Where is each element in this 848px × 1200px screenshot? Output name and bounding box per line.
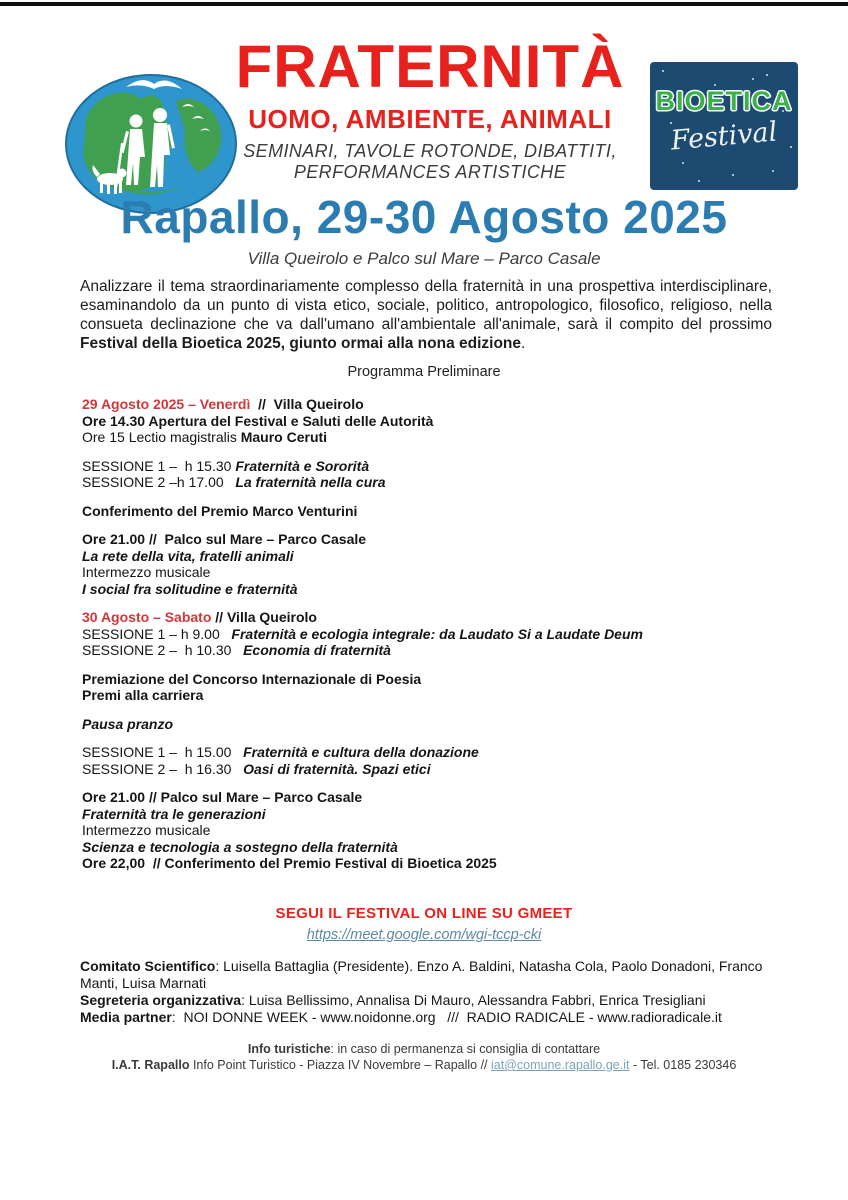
text-segment: Media partner <box>80 1009 172 1025</box>
text-line <box>80 958 774 992</box>
blank-line <box>82 519 777 531</box>
text-segment: : NOI DONNE WEEK - www.noidonne.org /// RADIO RADICALE - www.radioradicale.it <box>171 1009 722 1025</box>
text-segment: Premi alla carriera <box>82 687 204 703</box>
text-line <box>0 1041 848 1057</box>
stars-icon <box>662 70 664 72</box>
text-segment: Ore 14.30 Apertura del Festival e Saluti delle Autorità <box>82 412 434 429</box>
text-line <box>82 822 777 839</box>
text-segment: Fraternità e Sororità <box>235 457 370 474</box>
text-segment: Segreteria organizzativa <box>80 992 242 1008</box>
text-segment: I.A.T. Rapallo <box>111 1058 190 1072</box>
text-segment: Info Point Turistico - Piazza IV Novembre – Rapallo // <box>189 1058 492 1072</box>
text-segment: Intermezzo musicale <box>82 822 211 838</box>
text-segment: Scienza e tecnologia a sostegno della fraternità <box>82 838 398 855</box>
gmeet-heading: SEGUI IL FESTIVAL ON LINE SU GMEET <box>275 905 573 922</box>
text-line <box>82 855 777 872</box>
email-link[interactable]: iat@comune.rapallo.ge.it <box>491 1058 630 1072</box>
text-line <box>80 1009 774 1026</box>
text-line <box>82 687 777 704</box>
text-line <box>82 806 777 823</box>
text-line <box>82 626 777 643</box>
event-venues: Villa Queirolo e Palco sul Mare – Parco Casale <box>247 249 601 268</box>
text-line <box>82 609 777 626</box>
text-line <box>82 744 777 761</box>
program-list <box>82 396 777 872</box>
text-segment: 29 Agosto 2025 – Venerdì <box>82 396 251 412</box>
text-segment: 30 Agosto – Sabato <box>82 609 212 625</box>
intro-text-after: . <box>521 335 526 352</box>
text-line <box>82 839 777 856</box>
tagline-line-1: SEMINARI, TAVOLE ROTONDE, DIBATTITI, <box>243 141 617 162</box>
page-subtitle: UOMO, AMBIENTE, ANIMALI <box>248 104 612 135</box>
blank-line <box>82 491 777 503</box>
text-segment: I social fra solitudine e fraternità <box>82 580 298 597</box>
text-segment: - Tel. 0185 230346 <box>629 1058 737 1072</box>
text-line <box>82 789 777 806</box>
text-segment: SESSIONE 1 – h 15.30 <box>82 457 236 474</box>
bioetica-festival-logo <box>650 62 798 190</box>
text-segment: SESSIONE 1 – h 9.00 <box>82 625 232 642</box>
text-segment: Pausa pranzo <box>82 715 174 732</box>
header-text-block <box>212 33 648 183</box>
text-segment: La fraternità nella cura <box>235 474 386 490</box>
tagline <box>212 141 648 183</box>
text-line <box>80 992 774 1009</box>
text-segment: Ore 15 Lectio magistralis <box>82 429 241 445</box>
text-segment: Fraternità e ecologia integrale: da Laudato Si a Laudate Deum <box>231 625 643 642</box>
text-segment: Comitato Scientifico <box>80 958 216 974</box>
text-segment: Ore 21.00 // Palco sul Mare – Parco Casale <box>82 531 367 547</box>
text-segment: Info turistiche <box>247 1042 331 1056</box>
blank-line <box>82 704 777 716</box>
text-line <box>82 716 777 733</box>
text-segment: La rete della vita, fratelli animali <box>82 547 294 564</box>
text-segment: SESSIONE 2 – h 10.30 <box>82 642 244 658</box>
text-line <box>82 671 777 688</box>
text-line <box>82 581 777 598</box>
online-section <box>0 905 848 944</box>
festival-wordmark: Festival <box>669 116 779 157</box>
text-segment: Ore 22,00 // Conferimento del Premio Festival di Bioetica 2025 <box>82 855 497 871</box>
blank-line <box>82 659 777 671</box>
tagline-line-2: PERFORMANCES ARTISTICHE <box>293 162 567 183</box>
credits-list <box>80 958 774 1026</box>
text-segment: Fraternità e cultura della donazione <box>243 744 479 760</box>
blank-line <box>82 777 777 789</box>
text-segment: Fraternità tra le generazioni <box>82 805 266 822</box>
text-segment: : in caso di permanenza si consiglia di contattare <box>330 1042 601 1056</box>
blank-line <box>82 597 777 609</box>
program-heading: Programma Preliminare <box>347 364 501 380</box>
text-segment: Premiazione del Concorso Internazionale di Poesia <box>82 670 422 687</box>
text-segment: Ore 21.00 // Palco sul Mare – Parco Casale <box>82 789 363 805</box>
text-line <box>82 548 777 565</box>
top-border-rule <box>0 2 848 6</box>
text-line <box>82 429 777 446</box>
text-line <box>82 474 777 491</box>
text-line <box>82 396 777 413</box>
text-line <box>82 564 777 581</box>
text-segment: SESSIONE 1 – h 15.00 <box>82 744 244 760</box>
text-segment: Economia di fraternità <box>243 642 391 658</box>
text-line <box>0 1057 848 1073</box>
text-segment: Oasi di fraternità. Spazi etici <box>243 760 431 777</box>
blank-line <box>82 446 777 458</box>
text-line <box>82 503 777 520</box>
text-segment: : Luisella Battaglia (Presidente). Enzo A. Baldini, Natasha Cola, Paolo Donadoni, Franco Manti, Luisa Marnati <box>80 958 767 991</box>
text-segment: Mauro Ceruti <box>240 429 328 445</box>
intro-bold-text: Festival della Bioetica 2025, giunto ormai alla nona edizione <box>80 335 522 352</box>
text-line <box>82 413 777 430</box>
tourist-info-list <box>0 1041 848 1073</box>
text-segment: SESSIONE 2 –h 17.00 <box>82 474 236 490</box>
page-title: FRATERNITÀ <box>235 33 625 100</box>
intro-paragraph <box>80 277 772 353</box>
text-line <box>82 642 777 659</box>
text-segment: // Villa Queirolo <box>211 609 317 625</box>
bioetica-wordmark: BIOETICA <box>655 86 793 116</box>
event-title: Rapallo, 29-30 Agosto 2025 <box>120 191 728 243</box>
text-segment: Intermezzo musicale <box>82 564 211 580</box>
intro-text: Analizzare il tema straordinariamente complesso della fraternità in una prospettiva interdisciplinare, esaminandolo da un punto di vista etico, sociale, politico, antropologico, filosofico, religioso, nella consueta declinazione che va dall'umano all'ambientale all'animale, sarà il compito del prossimo <box>80 278 772 333</box>
text-segment: SESSIONE 2 – h 16.30 <box>82 760 244 777</box>
text-line <box>82 531 777 548</box>
text-line <box>82 458 777 475</box>
text-segment: : Luisa Bellissimo, Annalisa Di Mauro, Alessandra Fabbri, Enrica Tresigliani <box>241 992 706 1008</box>
text-segment: // Villa Queirolo <box>250 396 364 412</box>
blank-line <box>82 732 777 744</box>
text-segment: Conferimento del Premio Marco Venturini <box>82 502 358 519</box>
gmeet-link[interactable]: https://meet.google.com/wgi-tccp-cki <box>306 927 542 943</box>
text-line <box>82 761 777 778</box>
